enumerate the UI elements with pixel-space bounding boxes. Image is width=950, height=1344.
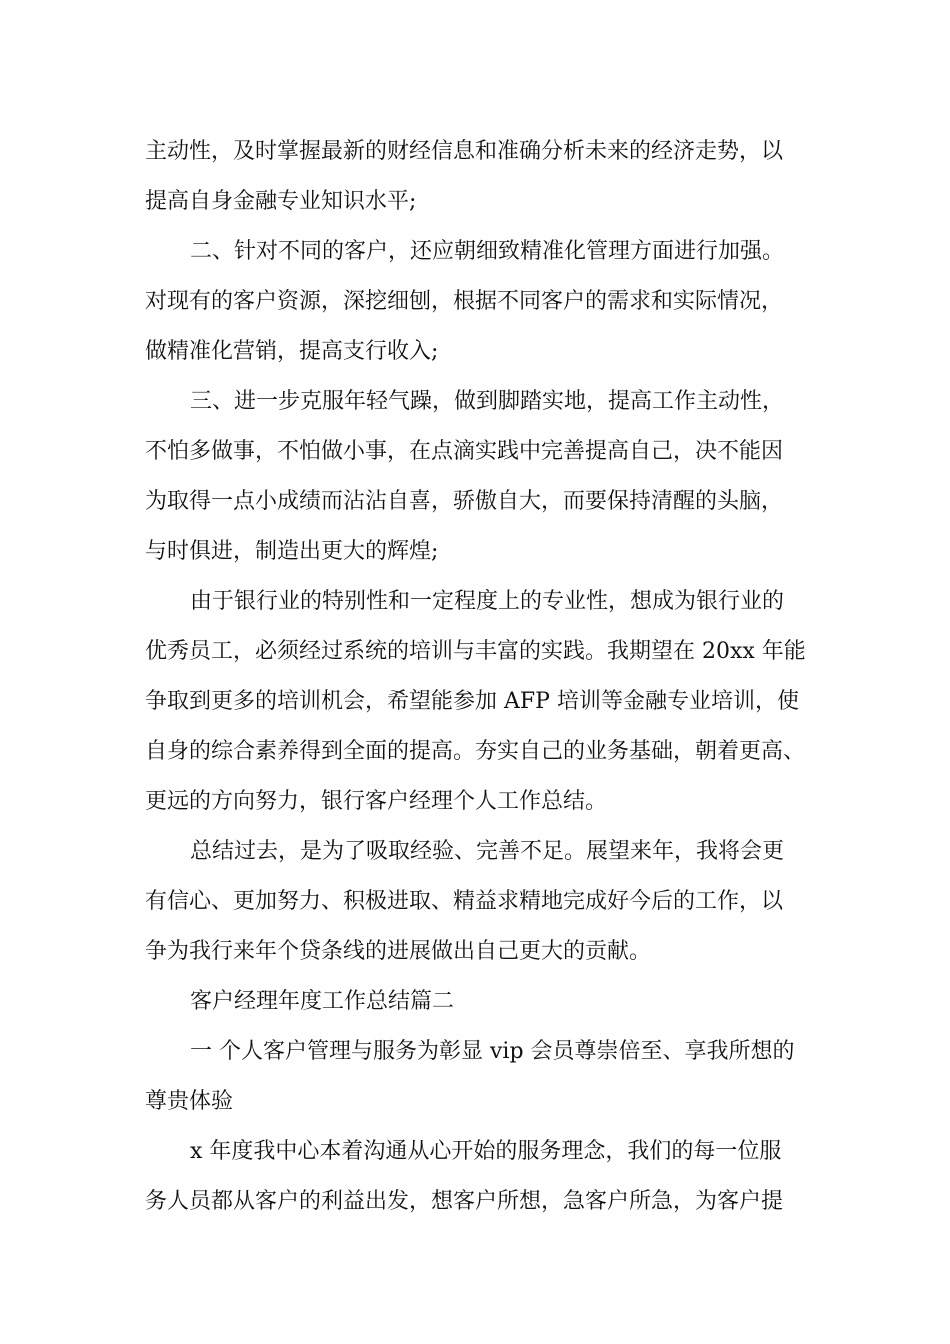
text-line: 有信心、更加努力、积极进取、精益求精地完成好今后的工作，以 [145, 889, 784, 914]
text-line: 优秀员工，必须经过系统的培训与丰富的实践。我期望在 20xx 年能 [145, 639, 806, 664]
text-line: 争取到更多的培训机会，希望能参加 AFP 培训等金融专业培训，使 [145, 689, 799, 714]
paragraph-start-line: 由于银行业的特别性和一定程度上的专业性，想成为银行业的 [190, 589, 785, 614]
paragraph-start-line: x 年度我中心本着沟通从心开始的服务理念，我们的每一位服 [190, 1139, 782, 1164]
text-line: 做精准化营销，提高支行收入; [145, 339, 439, 364]
text-line: 为取得一点小成绩而沾沾自喜，骄傲自大，而要保持清醒的头脑， [145, 489, 784, 514]
text-line: 务人员都从客户的利益出发，想客户所想，急客户所急，为客户提 [145, 1189, 784, 1214]
paragraph-start-line: 总结过去，是为了吸取经验、完善不足。展望来年，我将会更 [190, 839, 785, 864]
text-line: 提高自身金融专业知识水平; [145, 189, 417, 214]
text-line: 自身的综合素养得到全面的提高。夯实自己的业务基础，朝着更高、 [145, 739, 806, 764]
text-line: 对现有的客户资源，深挖细刨，根据不同客户的需求和实际情况， [145, 289, 784, 314]
text-line: 与时俱进，制造出更大的辉煌; [145, 539, 439, 564]
text-line: 更远的方向努力，银行客户经理个人工作总结。 [145, 789, 608, 814]
text-line: 争为我行来年个贷条线的进展做出自己更大的贡献。 [145, 939, 652, 964]
paragraph-start-line: 三、进一步克服年轻气躁，做到脚踏实地，提高工作主动性， [190, 389, 785, 414]
subheading-line: 一 个人客户管理与服务为彰显 vip 会员尊崇倍至、享我所想的 [190, 1039, 795, 1064]
text-line: 尊贵体验 [145, 1089, 234, 1114]
paragraph-start-line: 二、针对不同的客户，还应朝细致精准化管理方面进行加强。 [190, 239, 785, 264]
text-line: 主动性，及时掌握最新的财经信息和准确分析未来的经济走势，以 [145, 139, 784, 164]
section-heading: 客户经理年度工作总结篇二 [190, 989, 455, 1014]
text-line: 不怕多做事，不怕做小事，在点滴实践中完善提高自己，决不能因 [145, 439, 784, 464]
